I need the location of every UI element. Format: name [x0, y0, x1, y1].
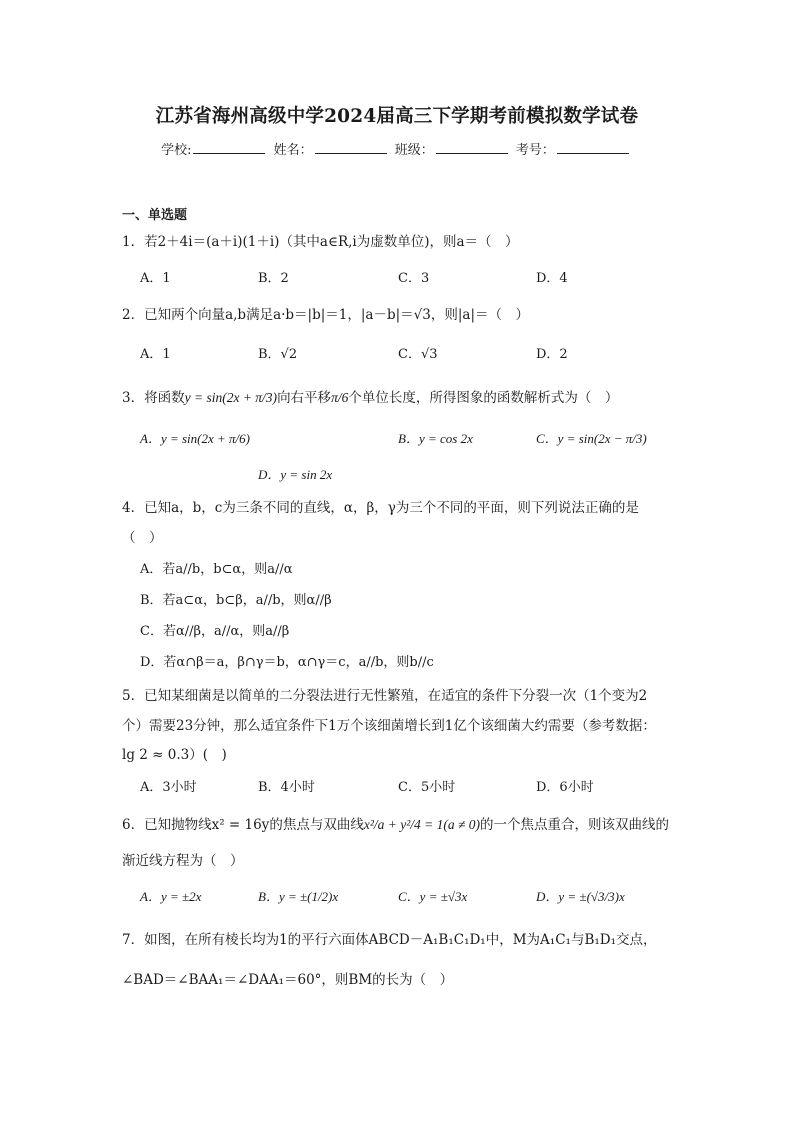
q5-option-d[interactable]: D．6小时 — [536, 780, 594, 795]
q6-option-a[interactable]: A．y = ±2x — [140, 889, 202, 904]
q3-mid: 向右平移 — [277, 390, 332, 406]
q1-option-a[interactable]: A．1 — [140, 271, 171, 286]
q3-shift: π/6 — [331, 390, 349, 405]
question-6-stem-line2: 渐近线方程为（ ） — [122, 853, 244, 869]
q6-option-c[interactable]: C．y = ±√3x — [398, 889, 468, 904]
q3-option-a[interactable]: A．y = sin(2x + π/6) — [140, 431, 250, 446]
q4-option-a[interactable]: A．若a//b，b⊂α，则a//α — [140, 562, 293, 577]
q5-option-b[interactable]: B．4小时 — [258, 780, 315, 795]
question-4-stem-line2: （ ） — [122, 530, 163, 546]
question-3-stem — [122, 388, 618, 408]
q4-option-c[interactable]: C．若α//β，a//α，则a//β — [140, 624, 290, 639]
section-title: 一、单选题 — [122, 208, 188, 223]
question-5-stem-line1: 5．已知某细菌是以简单的二分裂法进行无性繁殖，在适宜的条件下分裂一次（1个变为2 — [122, 688, 648, 704]
q3-option-b[interactable]: B．y = cos 2x — [398, 431, 473, 446]
q1-option-c[interactable]: C．3 — [398, 271, 430, 286]
school-blank[interactable] — [193, 141, 265, 154]
q3-option-c[interactable]: C．y = sin(2x − π/3) — [536, 431, 647, 446]
question-5-stem-line3: lg 2 ≈ 0.3）( ) — [122, 747, 227, 763]
q3-prefix: 3．将函数 — [122, 390, 185, 406]
class-blank[interactable] — [436, 141, 508, 154]
q2-option-c[interactable]: C．√3 — [398, 347, 438, 362]
q1-option-b[interactable]: B．2 — [258, 271, 289, 286]
name-label: 姓名： — [273, 143, 313, 158]
q1-option-d[interactable]: D．4 — [536, 271, 568, 286]
student-info-line — [0, 139, 794, 158]
q3-function: y = sin(2x + π/3) — [184, 390, 278, 405]
name-blank[interactable] — [315, 141, 387, 154]
q4-option-b[interactable]: B．若a⊂α，b⊂β，a//b，则α//β — [140, 593, 332, 608]
q3-option-d[interactable]: D．y = sin 2x — [258, 467, 333, 482]
q5-option-a[interactable]: A．3小时 — [140, 780, 197, 795]
q6-prefix: 6．已知抛物线x² = 16y的焦点与双曲线 — [122, 817, 364, 833]
q5-option-c[interactable]: C．5小时 — [398, 780, 456, 795]
q6-suffix: 的一个焦点重合，则该双曲线的 — [480, 817, 670, 833]
question-1-stem: 1．若2＋4i＝(a＋i)(1＋i)（其中a∈R,i为虚数单位)，则a＝（ ） — [122, 234, 519, 250]
question-5-stem-line2: 个）需要23分钟，那么适宜条件下1万个该细菌增长到1亿个该细菌大约需要（参考数据： — [122, 718, 656, 734]
q2-option-d[interactable]: D．2 — [536, 347, 568, 362]
page-title: 江苏省海州高级中学2024届高三下学期考前模拟数学试卷 — [155, 106, 639, 127]
q3-suffix: 个单位长度，所得图象的函数解析式为（ ） — [348, 390, 619, 406]
question-7-stem-line1: 7．如图，在所有棱长均为1的平行六面体ABCD－A₁B₁C₁D₁中，M为A₁C₁与B₁D₁交点， — [122, 932, 657, 948]
q6-option-b[interactable]: B．y = ±(1/2)x — [258, 889, 339, 904]
number-blank[interactable] — [557, 141, 629, 154]
q2-option-b[interactable]: B．√2 — [258, 347, 298, 362]
q4-option-d[interactable]: D．若α∩β＝a，β∩γ＝b，α∩γ＝c，a//b，则b//c — [140, 655, 434, 670]
q6-hyperbola: x²/a + y²/4 = 1(a ≠ 0) — [363, 817, 481, 832]
q6-option-d[interactable]: D．y = ±(√3/3)x — [536, 889, 625, 904]
school-label: 学校: — [161, 143, 192, 158]
number-label: 考号： — [515, 143, 555, 158]
class-label: 班级： — [394, 143, 434, 158]
q2-option-a[interactable]: A．1 — [140, 347, 171, 362]
question-2-stem: 2．已知两个向量a,b满足a·b＝|b|＝1，|a－b|＝√3，则|a|＝（ ） — [122, 307, 530, 323]
question-4-stem-line1: 4．已知a，b，c为三条不同的直线，α，β，γ为三个不同的平面，则下列说法正确的是 — [122, 500, 639, 516]
question-7-stem-line2: ∠BAD＝∠BAA₁＝∠DAA₁＝60°，则BM的长为（ ） — [122, 972, 454, 988]
question-6-stem-line1 — [122, 815, 669, 835]
